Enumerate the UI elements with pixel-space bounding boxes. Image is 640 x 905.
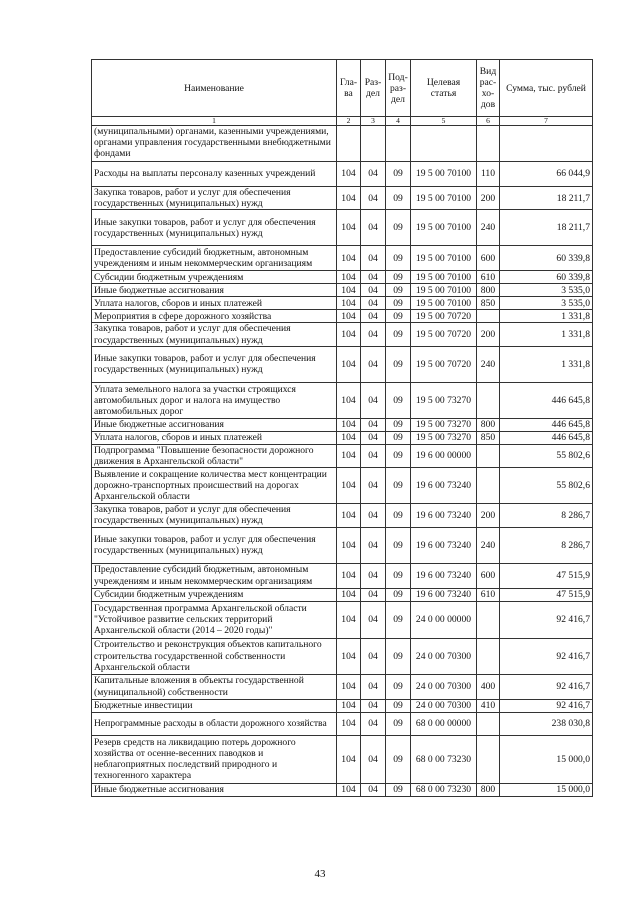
row-expense-type: 240 (477, 527, 500, 563)
row-target-article: 19 5 00 73270 (411, 431, 477, 444)
row-section: 04 (361, 712, 386, 735)
row-name: Резерв средств на ликвидацию потерь дорожного хозяйства от осенне-весенних паводков и неблагоприятных последствий природного и техногенного характера (92, 735, 337, 783)
row-subsection: 09 (386, 297, 411, 310)
table-row (92, 431, 593, 444)
row-chapter: 104 (337, 638, 361, 674)
row-subsection: 09 (386, 310, 411, 323)
row-section: 04 (361, 323, 386, 346)
row-sum: 55 802,6 (500, 468, 593, 504)
row-chapter: 104 (337, 162, 361, 187)
row-subsection: 09 (386, 418, 411, 431)
row-sum: 8 286,7 (500, 527, 593, 563)
table-row (92, 444, 593, 467)
row-section: 04 (361, 699, 386, 712)
row-subsection: 09 (386, 271, 411, 284)
row-target-article: 19 6 00 73240 (411, 468, 477, 504)
row-subsection: 09 (386, 712, 411, 735)
row-section: 04 (361, 468, 386, 504)
row-target-article: 24 0 00 70300 (411, 674, 477, 699)
header-target-article: Целевая статья (411, 60, 477, 117)
row-chapter: 104 (337, 210, 361, 246)
row-chapter: 104 (337, 323, 361, 346)
row-expense-type: 200 (477, 323, 500, 346)
header-sum: Сумма, тыс. рублей (500, 60, 593, 117)
row-target-article: 19 5 00 70100 (411, 246, 477, 271)
row-section: 04 (361, 210, 386, 246)
row-section: 04 (361, 588, 386, 601)
row-subsection: 09 (386, 601, 411, 638)
row-subsection: 09 (386, 187, 411, 210)
row-target-article: 68 0 00 73230 (411, 735, 477, 783)
row-expense-type (477, 638, 500, 674)
row-target-article: 19 5 00 70100 (411, 162, 477, 187)
row-target-article: 19 5 00 70100 (411, 210, 477, 246)
row-section: 04 (361, 504, 386, 527)
row-target-article: 68 0 00 73230 (411, 783, 477, 796)
row-name: Предоставление субсидий бюджетным, автономным учреждениям и иным некоммерческим организациям (92, 563, 337, 588)
row-sum: 3 535,0 (500, 284, 593, 297)
row-section: 04 (361, 601, 386, 638)
row-chapter: 104 (337, 468, 361, 504)
table-row (92, 468, 593, 504)
table-row (92, 284, 593, 297)
row-sum: 18 211,7 (500, 187, 593, 210)
row-name: Непрограммные расходы в области дорожного хозяйства (92, 712, 337, 735)
row-subsection: 09 (386, 162, 411, 187)
row-target-article: 19 6 00 73240 (411, 563, 477, 588)
row-expense-type: 610 (477, 271, 500, 284)
table-row (92, 187, 593, 210)
row-expense-type: 200 (477, 504, 500, 527)
row-subsection: 09 (386, 588, 411, 601)
column-number: 4 (386, 117, 411, 126)
row-name: Иные закупки товаров, работ и услуг для обеспечения государственных (муниципальных) нужд (92, 527, 337, 563)
row-target-article: 19 5 00 70100 (411, 271, 477, 284)
row-expense-type: 850 (477, 297, 500, 310)
row-section: 04 (361, 382, 386, 418)
row-section: 04 (361, 162, 386, 187)
row-subsection: 09 (386, 210, 411, 246)
row-section: 04 (361, 271, 386, 284)
row-sum: 1 331,8 (500, 310, 593, 323)
row-name: Субсидии бюджетным учреждениям (92, 271, 337, 284)
header-row (92, 60, 593, 117)
row-expense-type: 240 (477, 346, 500, 382)
header-name: Наименование (92, 60, 337, 117)
row-target-article: 24 0 00 70300 (411, 699, 477, 712)
table-row (92, 297, 593, 310)
row-target-article: 19 6 00 00000 (411, 444, 477, 467)
row-target-article: 19 5 00 70100 (411, 297, 477, 310)
column-number: 3 (361, 117, 386, 126)
column-number-row (92, 117, 593, 126)
row-subsection: 09 (386, 431, 411, 444)
table-row (92, 674, 593, 699)
row-chapter: 104 (337, 699, 361, 712)
row-section: 04 (361, 638, 386, 674)
row-name: Уплата налогов, сборов и иных платежей (92, 297, 337, 310)
row-name: Иные закупки товаров, работ и услуг для обеспечения государственных (муниципальных) нужд (92, 210, 337, 246)
row-sum: 238 030,8 (500, 712, 593, 735)
table-row (92, 323, 593, 346)
row-chapter: 104 (337, 284, 361, 297)
table-row (92, 418, 593, 431)
row-sum: 1 331,8 (500, 323, 593, 346)
row-name: Государственная программа Архангельской области "Устойчивое развитие сельских территорий Архангельской области (2014 – 2020 годы)" (92, 601, 337, 638)
row-chapter: 104 (337, 246, 361, 271)
row-name: Мероприятия в сфере дорожного хозяйства (92, 310, 337, 323)
table-body (92, 126, 593, 797)
row-chapter: 104 (337, 588, 361, 601)
row-target-article: 19 5 00 70720 (411, 323, 477, 346)
row-expense-type: 410 (477, 699, 500, 712)
row-name: Субсидии бюджетным учреждениям (92, 588, 337, 601)
row-sum: 446 645,8 (500, 418, 593, 431)
row-sum: 92 416,7 (500, 674, 593, 699)
row-chapter: 104 (337, 310, 361, 323)
row-expense-type (477, 310, 500, 323)
table-row (92, 271, 593, 284)
row-name: Закупка товаров, работ и услуг для обеспечения государственных (муниципальных) нужд (92, 187, 337, 210)
row-target-article: 19 5 00 70720 (411, 310, 477, 323)
table-row (92, 504, 593, 527)
row-section: 04 (361, 431, 386, 444)
row-name: Подпрограмма "Повышение безопасности дорожного движения в Архангельской области" (92, 444, 337, 467)
row-sum: 66 044,9 (500, 162, 593, 187)
row-target-article: 19 5 00 70100 (411, 187, 477, 210)
row-section: 04 (361, 310, 386, 323)
row-subsection: 09 (386, 699, 411, 712)
table-row (92, 346, 593, 382)
row-subsection: 09 (386, 783, 411, 796)
row-subsection: 09 (386, 735, 411, 783)
row-name: Иные бюджетные ассигнования (92, 418, 337, 431)
table-row (92, 735, 593, 783)
row-chapter: 104 (337, 504, 361, 527)
row-chapter: 104 (337, 783, 361, 796)
row-expense-type (477, 468, 500, 504)
row-subsection: 09 (386, 468, 411, 504)
row-expense-type: 110 (477, 162, 500, 187)
row-subsection: 09 (386, 638, 411, 674)
row-target-article: 19 5 00 73270 (411, 382, 477, 418)
continuation-row (92, 126, 593, 162)
row-chapter: 104 (337, 271, 361, 284)
table-row (92, 210, 593, 246)
row-name: Уплата налогов, сборов и иных платежей (92, 431, 337, 444)
row-name: Иные бюджетные ассигнования (92, 783, 337, 796)
row-chapter: 104 (337, 735, 361, 783)
row-target-article: 19 6 00 73240 (411, 504, 477, 527)
row-section: 04 (361, 418, 386, 431)
row-expense-type: 400 (477, 674, 500, 699)
row-section: 04 (361, 297, 386, 310)
row-sum: 15 000,0 (500, 735, 593, 783)
row-section: 04 (361, 563, 386, 588)
row-target-article: 19 6 00 73240 (411, 588, 477, 601)
row-subsection: 09 (386, 527, 411, 563)
row-sum: 446 645,8 (500, 431, 593, 444)
table-row (92, 638, 593, 674)
page-number: 43 (314, 868, 326, 880)
row-sum: 60 339,8 (500, 271, 593, 284)
table-row (92, 162, 593, 187)
row-section: 04 (361, 444, 386, 467)
row-target-article: 19 6 00 73240 (411, 527, 477, 563)
row-chapter: 104 (337, 382, 361, 418)
row-chapter: 104 (337, 674, 361, 699)
header-chapter: Гла-ва (337, 60, 361, 117)
header-subsection: Под-раз-дел (386, 60, 411, 117)
row-name: Иные закупки товаров, работ и услуг для обеспечения государственных (муниципальных) нужд (92, 346, 337, 382)
row-name: Закупка товаров, работ и услуг для обеспечения государственных (муниципальных) нужд (92, 323, 337, 346)
row-sum: 55 802,6 (500, 444, 593, 467)
table-row (92, 783, 593, 796)
row-chapter: 104 (337, 431, 361, 444)
row-section: 04 (361, 527, 386, 563)
row-section: 04 (361, 783, 386, 796)
row-name: Капитальные вложения в объекты государственной (муниципальной) собственности (92, 674, 337, 699)
row-chapter: 104 (337, 601, 361, 638)
row-expense-type: 610 (477, 588, 500, 601)
row-section: 04 (361, 735, 386, 783)
row-expense-type: 200 (477, 187, 500, 210)
row-expense-type (477, 601, 500, 638)
row-subsection: 09 (386, 674, 411, 699)
row-subsection: 09 (386, 563, 411, 588)
row-section: 04 (361, 187, 386, 210)
row-target-article: 68 0 00 00000 (411, 712, 477, 735)
row-subsection: 09 (386, 246, 411, 271)
row-sum: 3 535,0 (500, 297, 593, 310)
row-sum: 18 211,7 (500, 210, 593, 246)
row-subsection: 09 (386, 382, 411, 418)
table-row (92, 699, 593, 712)
header-section: Раз-дел (361, 60, 386, 117)
row-chapter: 104 (337, 346, 361, 382)
row-sum: 47 515,9 (500, 588, 593, 601)
row-subsection: 09 (386, 284, 411, 297)
row-expense-type: 600 (477, 246, 500, 271)
row-name: Бюджетные инвестиции (92, 699, 337, 712)
row-sum: 60 339,8 (500, 246, 593, 271)
row-expense-type (477, 712, 500, 735)
column-number: 7 (500, 117, 593, 126)
row-sum: 8 286,7 (500, 504, 593, 527)
row-section: 04 (361, 674, 386, 699)
row-chapter: 104 (337, 418, 361, 431)
row-subsection: 09 (386, 323, 411, 346)
row-name: Предоставление субсидий бюджетным, автономным учреждениям и иным некоммерческим организациям (92, 246, 337, 271)
row-subsection: 09 (386, 504, 411, 527)
table-row (92, 246, 593, 271)
row-expense-type (477, 444, 500, 467)
row-sum: 446 645,8 (500, 382, 593, 418)
row-sum: 1 331,8 (500, 346, 593, 382)
row-subsection: 09 (386, 346, 411, 382)
table-row (92, 527, 593, 563)
row-expense-type (477, 735, 500, 783)
row-expense-type: 800 (477, 418, 500, 431)
row-section: 04 (361, 346, 386, 382)
row-sum: 92 416,7 (500, 601, 593, 638)
row-target-article: 19 5 00 73270 (411, 418, 477, 431)
row-expense-type: 800 (477, 284, 500, 297)
budget-table (91, 59, 593, 797)
row-expense-type: 850 (477, 431, 500, 444)
row-section: 04 (361, 284, 386, 297)
row-name: Выявление и сокращение количества мест концентрации дорожно-транспортных происшествий на дорогах Архангельской области (92, 468, 337, 504)
row-chapter: 104 (337, 563, 361, 588)
row-name: Уплата земельного налога за участки строящихся автомобильных дорог и налога на имущество автомобильных дорог (92, 382, 337, 418)
row-expense-type: 600 (477, 563, 500, 588)
row-sum: 92 416,7 (500, 699, 593, 712)
row-sum: 47 515,9 (500, 563, 593, 588)
column-number: 1 (92, 117, 337, 126)
row-chapter: 104 (337, 527, 361, 563)
table-row (92, 601, 593, 638)
row-sum: 15 000,0 (500, 783, 593, 796)
table-row (92, 310, 593, 323)
row-subsection: 09 (386, 444, 411, 467)
column-number: 5 (411, 117, 477, 126)
row-expense-type: 240 (477, 210, 500, 246)
row-name: Строительство и реконструкция объектов капитального строительства государственной собственности Архангельской области (92, 638, 337, 674)
row-name: Расходы на выплаты персоналу казенных учреждений (92, 162, 337, 187)
row-name: Иные бюджетные ассигнования (92, 284, 337, 297)
row-chapter: 104 (337, 187, 361, 210)
table-row (92, 382, 593, 418)
header-expense-type: Вид рас-хо-дов (477, 60, 500, 117)
column-number: 6 (477, 117, 500, 126)
row-target-article: 24 0 00 00000 (411, 601, 477, 638)
row-target-article: 24 0 00 70300 (411, 638, 477, 674)
row-sum: 92 416,7 (500, 638, 593, 674)
row-expense-type (477, 382, 500, 418)
continuation-text: (муниципальными) органами, казенными учреждениями, органами управления государственными внебюджетными фондами (92, 126, 337, 162)
table-row (92, 588, 593, 601)
row-section: 04 (361, 246, 386, 271)
table-row (92, 563, 593, 588)
row-target-article: 19 5 00 70720 (411, 346, 477, 382)
row-chapter: 104 (337, 297, 361, 310)
row-chapter: 104 (337, 712, 361, 735)
row-name: Закупка товаров, работ и услуг для обеспечения государственных (муниципальных) нужд (92, 504, 337, 527)
column-number: 2 (337, 117, 361, 126)
row-expense-type: 800 (477, 783, 500, 796)
table-row (92, 712, 593, 735)
row-chapter: 104 (337, 444, 361, 467)
row-target-article: 19 5 00 70100 (411, 284, 477, 297)
